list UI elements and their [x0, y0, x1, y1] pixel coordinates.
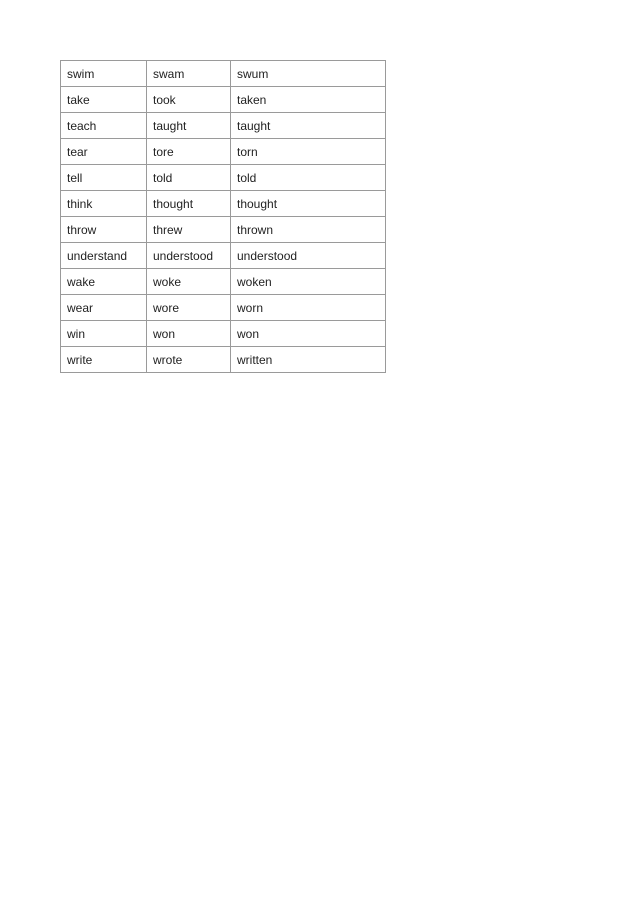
table-row	[61, 269, 386, 295]
base-form-cell: take	[61, 87, 147, 113]
base-form-cell: tell	[61, 165, 147, 191]
past-participle-cell: told	[231, 165, 386, 191]
past-simple-cell: thought	[147, 191, 231, 217]
base-form-cell: teach	[61, 113, 147, 139]
past-participle-cell: thought	[231, 191, 386, 217]
past-simple-cell: woke	[147, 269, 231, 295]
table-row	[61, 165, 386, 191]
table-row	[61, 217, 386, 243]
past-simple-cell: told	[147, 165, 231, 191]
past-simple-cell: swam	[147, 61, 231, 87]
past-simple-cell: tore	[147, 139, 231, 165]
past-participle-cell: taken	[231, 87, 386, 113]
past-participle-cell: torn	[231, 139, 386, 165]
past-simple-cell: taught	[147, 113, 231, 139]
table-row	[61, 243, 386, 269]
past-simple-cell: threw	[147, 217, 231, 243]
past-simple-cell: wrote	[147, 347, 231, 373]
past-simple-cell: understood	[147, 243, 231, 269]
base-form-cell: win	[61, 321, 147, 347]
past-participle-cell: taught	[231, 113, 386, 139]
table-row	[61, 191, 386, 217]
past-simple-cell: wore	[147, 295, 231, 321]
base-form-cell: tear	[61, 139, 147, 165]
past-participle-cell: woken	[231, 269, 386, 295]
table-row	[61, 347, 386, 373]
table-row	[61, 321, 386, 347]
base-form-cell: wake	[61, 269, 147, 295]
past-participle-cell: swum	[231, 61, 386, 87]
past-participle-cell: worn	[231, 295, 386, 321]
table-row	[61, 139, 386, 165]
base-form-cell: understand	[61, 243, 147, 269]
base-form-cell: throw	[61, 217, 147, 243]
past-participle-cell: thrown	[231, 217, 386, 243]
table-row	[61, 295, 386, 321]
base-form-cell: swim	[61, 61, 147, 87]
past-participle-cell: written	[231, 347, 386, 373]
past-participle-cell: understood	[231, 243, 386, 269]
base-form-cell: write	[61, 347, 147, 373]
irregular-verbs-table	[60, 60, 386, 373]
past-simple-cell: took	[147, 87, 231, 113]
past-simple-cell: won	[147, 321, 231, 347]
base-form-cell: wear	[61, 295, 147, 321]
past-participle-cell: won	[231, 321, 386, 347]
table-row	[61, 87, 386, 113]
base-form-cell: think	[61, 191, 147, 217]
table-row	[61, 61, 386, 87]
table-row	[61, 113, 386, 139]
